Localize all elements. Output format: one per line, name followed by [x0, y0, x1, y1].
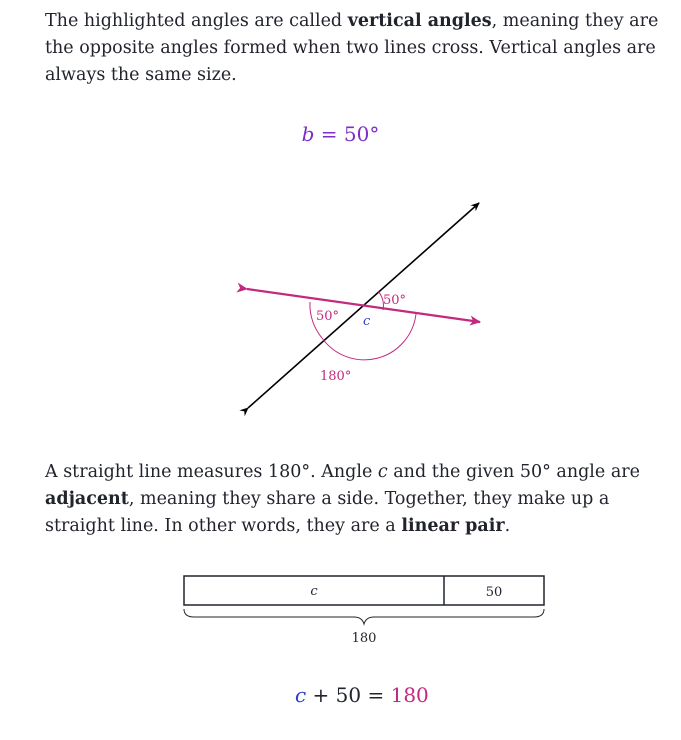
label-angle-top: 50° — [383, 293, 407, 308]
equation-c-var: c — [295, 683, 307, 707]
intro-text-2: , meaning they are the opposite angles formed when two lines cross. Vertical angles are always the same size. — [45, 11, 659, 85]
term-adjacent: adjacent — [45, 489, 129, 509]
tape-left-label: c — [310, 584, 318, 599]
equation-b-value: = 50° — [314, 122, 380, 146]
tape-brace — [184, 609, 544, 624]
explain-text-3: , meaning they share a side. Together, they make up a straight line. In other words, they are a — [45, 489, 610, 536]
tape-right-label: 50 — [485, 585, 503, 600]
label-angle-left: 50° — [316, 309, 340, 324]
tape-total-label: 180 — [351, 631, 377, 646]
explain-text-1: A straight line measures 180°. Angle — [45, 462, 378, 482]
explain-text-4: . — [504, 516, 511, 536]
label-angle-c: c — [363, 314, 371, 329]
explain-paragraph — [45, 459, 677, 540]
term-vertical-angles: vertical angles — [347, 11, 492, 31]
explain-var-c: c — [377, 462, 388, 482]
equation-c — [295, 683, 429, 707]
equation-c-total: 180 — [390, 683, 429, 707]
intro-text-1: The highlighted angles are called — [45, 11, 348, 31]
equation-c-plus: + 50 = — [306, 683, 391, 707]
equation-b-var: b — [301, 122, 315, 146]
label-angle-180: 180° — [320, 369, 352, 384]
explain-text-2: and the given 50° angle are — [387, 462, 640, 482]
term-linear-pair: linear pair — [401, 516, 505, 536]
